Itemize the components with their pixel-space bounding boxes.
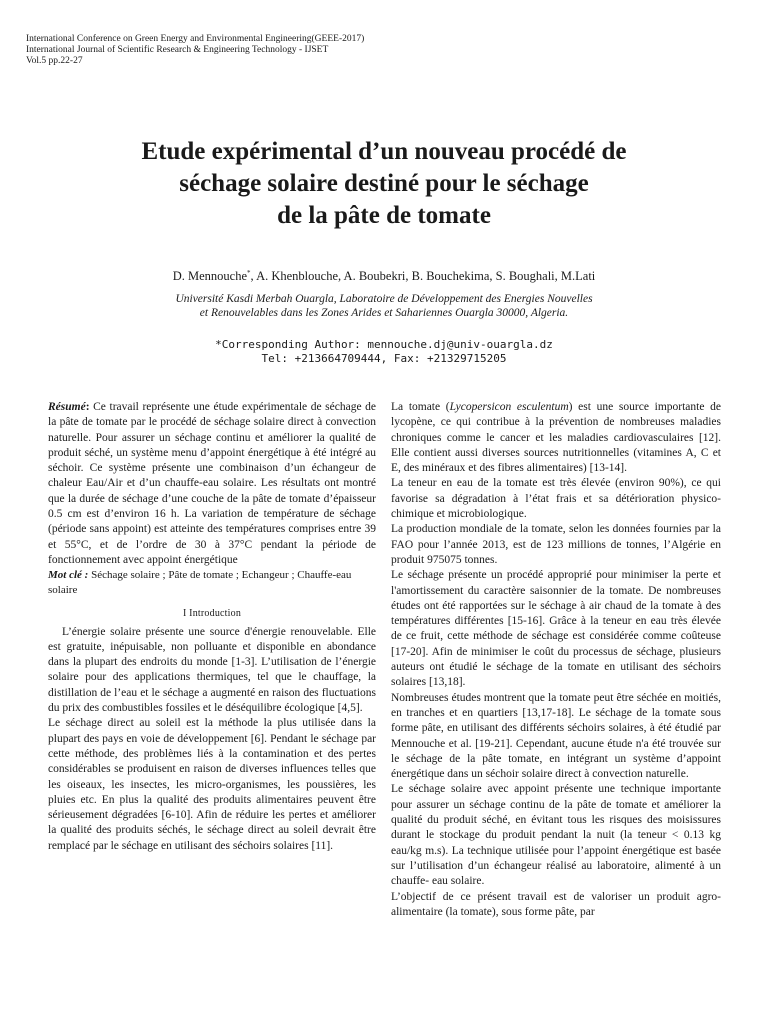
paragraph: Nombreuses études montrent que la tomate peut être séchée en moitiés, en tranches et en quartiers [13,17-18]. Le séchage de la tomate sous forme pâte, en utilisant des différents séchoirs solaires, à été étudié par Mennouche et al. [19-21]. Cependant, aucune étude n'a été trouvée sur le séchage de la pâte tomate, en intégrant un système d’appoint énergétique dans un séchoir solaire direct à convection naturelle. (391, 691, 721, 781)
corresponding-mark: * (247, 269, 251, 277)
paragraph: La teneur en eau de la tomate est très élevée (environ 90%), ce qui favorise sa dégradation à l’état frais et sa détérioration physico-chimique et microbiologique. (391, 477, 721, 521)
journal-header (26, 34, 364, 67)
affiliation-line: et Renouvelables dans les Zones Arides et Sahariennes Ouargla 30000, Algeria. (199, 307, 569, 319)
volume-line: Vol.5 pp.22-27 (26, 56, 83, 66)
abstract-label: Résumé (48, 401, 86, 413)
paragraph: Le séchage solaire avec appoint présente une technique importante pour assurer un séchage continu de la pâte de tomate et améliorer la qualité du produit séché, en évitant tous les risques des moisissures durant le stockage du produit pendant la nuit (la teneur < 0.13 kg eau/kg m.s). La technique utilisée pour l’appoint énergétique est basée sur l’utilisation d’un échangeur réalisé au laboratoire, alimenté à un chauffe- eau solaire. (391, 783, 721, 888)
co-authors: , A. Khenblouche, A. Boubekri, B. Bouchekima, S. Boughali, M.Lati (250, 269, 596, 284)
paragraph: L’énergie solaire présente une source d'énergie renouvelable. Elle est gratuite, inépuisable, non polluante et disponible en abondance dans la plupart des endroits du monde [1-3]. L’utilisation de l’énergie solaire pour des applications thermiques, tel que le chauffage, la distillation de l’eau et le séchage a augmenté en raison des fluctuations du prix des combustibles fossiles et le déséquilibre écologique [4,5]. (48, 625, 376, 715)
section-heading-introduction: I Introduction (182, 608, 242, 620)
title-line: séchage solaire destiné pour le séchage (179, 170, 589, 197)
conference-line: International Conference on Green Energy and Environmental Engineering(GEEE-2017) (26, 34, 365, 44)
keywords-label: Mot clé : (48, 569, 89, 582)
corresponding-email: *Corresponding Author: mennouche.dj@univ-ouargla.dz (215, 338, 553, 351)
title-line: de la pâte de tomate (277, 202, 491, 229)
affiliation-line: Université Kasdi Merbah Ouargla, Laboratoire de Développement des Energies Nouvelles (175, 293, 593, 305)
keywords-text: Séchage solaire ; Pâte de tomate ; Echangeur ; Chauffe-eau solaire (48, 569, 352, 596)
right-column (391, 400, 721, 920)
abstract (48, 400, 376, 568)
paragraph: La production mondiale de la tomate, selon les données fournies par la FAO pour l’année 2013, est de 123 millions de tonnes, l’Algérie en produit 975075 tonnes. (391, 523, 721, 566)
paper-title (40, 136, 728, 232)
paragraph: L’objectif de ce présent travail est de valoriser un produit agro-alimentaire (la tomate), sous forme pâte, par (391, 890, 721, 918)
affiliation (40, 292, 728, 320)
species-name: Lycopersicon esculentum (449, 401, 569, 413)
paragraph: Le séchage direct au soleil est la méthode la plus utilisée dans la plupart des pays en voie de développement [6]. Pendant le séchage par cette méthode, des problèmes liés à la contamination et des pertes considérables se produisent en raison de diverses influences telles que les oiseaux, les insectes, les micro-organismes, les poussières, les pluies etc. En plus la qualité des produits alimentaires peuvent être sérieusement dégradées [6-10]. Afin de réduire les pertes et améliorer la qualité des produits séchés, le séchage direct au soleil devrait être remplacé par le séchage en utilisant des séchoirs solaires [11]. (48, 717, 376, 852)
text-run: La tomate ( (391, 401, 450, 413)
abstract-text: Ce travail représente une étude expérimentale de séchage de la pâte de tomate par le procédé de séchage solaire direct à convection naturelle. Pour assurer un séchage continu et améliorer la qualité de produit séché, un système menu d’appoint énergétique à été intégré au séchoir. Ce système présente une combinaison d’un échangeur de chaleur Eau/Air et d’un chauffe-eau solaire. Les résultats ont montré que la durée de séchage d’une couche de la pâte de tomate d’épaisseur 0.5 cm est d’environ 16 h. La variation de température de séchage (période sans appoint) est atteinte des températures comprises entre 39 et 55°C, et de l’ordre de 30 à 37°C pendant la période de fonctionnement avec appoint énergétique (48, 401, 376, 566)
paragraph (391, 400, 721, 476)
corresponding-phone: Tel: +213664709444, Fax: +21329715205 (261, 352, 507, 365)
text-run: ) est une source importante de lycopène, ce qui contribue à la prévention de nombreuses maladies chroniques comme le cancer et les maladies cardiovasculaires [12]. Elle contient aussi diverses sources nutritionnelles (vitamines A, C et E, des minéraux et des fibres alimentaires) [13-14]. (391, 401, 721, 475)
corresponding-info (40, 338, 728, 366)
abstract-separator: : (85, 401, 90, 413)
journal-line: International Journal of Scientific Research & Engineering Technology - IJSET (26, 45, 329, 55)
left-column (48, 400, 376, 854)
title-line: Etude expérimental d’un nouveau procédé de (141, 138, 627, 165)
author-list (40, 269, 728, 284)
first-author: D. Mennouche (172, 269, 248, 284)
keywords (48, 568, 376, 597)
paragraph: Le séchage présente un procédé approprié pour minimiser la perte et l'amortissement du caractère saisonnier de la tomate. De nombreuses études ont été rapportées sur le séchage à air chaud de la tomate à des températures différentes [15-16]. Grâce à la teneur en eau très élevée de ce fruit, cette méthode de séchage est considérée comme coûteuse [17-20]. Afin de minimiser le coût du processus de séchage, plusieurs auteurs ont étudié le séchage de la tomate en utilisant des séchoirs solaires [13,18]. (391, 569, 721, 689)
